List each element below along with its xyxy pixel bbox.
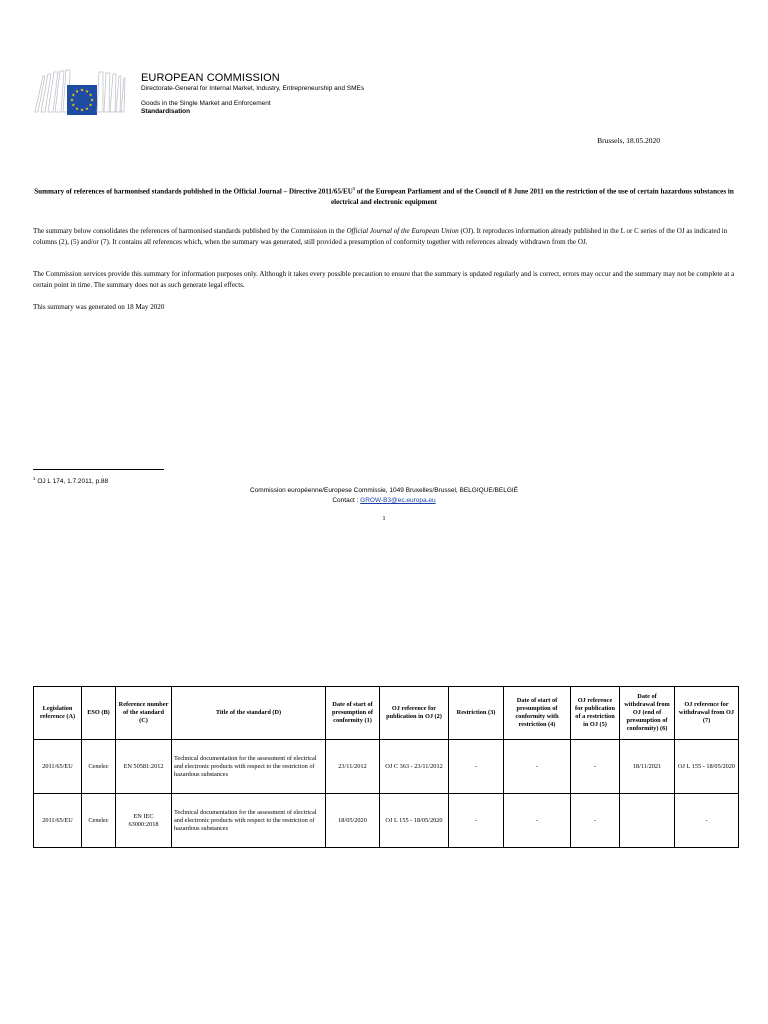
table-cell: -: [504, 740, 571, 794]
table-cell: Technical documentation for the assessment of electrical and electronic products with respect to the restriction of hazardous substances: [172, 740, 326, 794]
table-cell: -: [571, 740, 620, 794]
table-cell: OJ L 155 - 18/05/2020: [380, 794, 449, 848]
paragraph-text: (OJ). It reproduces information already published in the L or C series of the OJ as indicated in columns (2), (5) and/or (7). It contains all references which, when the summary was generated, still provided a presumption of conformity together with references already withdrawn from the OJ.: [33, 227, 728, 246]
header-block: [141, 72, 364, 115]
column-header: ESO (B): [82, 687, 116, 740]
contact-label: Contact :: [332, 497, 361, 504]
table-cell: -: [675, 794, 739, 848]
column-header: Restriction (3): [449, 687, 504, 740]
footnote-text: OJ L 174, 1.7.2011, p.88: [35, 478, 109, 486]
table-cell: 18/05/2020: [326, 794, 380, 848]
column-header: OJ reference for publication in OJ (2): [380, 687, 449, 740]
table-cell: Technical documentation for the assessment of electrical and electronic products with respect to the restriction of hazardous substances: [172, 794, 326, 848]
table-cell: OJ C 363 - 23/11/2012: [380, 740, 449, 794]
footer-address: Commission européenne/Europese Commissie, 1049 Bruxelles/Brussel, BELGIQUE/BELGIË: [249, 487, 519, 494]
table-cell: [620, 794, 675, 848]
directorate-general: Directorate-General for Internal Market, Industry, Entrepreneurship and SMEs: [141, 85, 365, 92]
paragraph-generated-date: This summary was generated on 18 May 2020: [33, 303, 165, 311]
table-cell: 18/11/2021: [620, 740, 675, 794]
unit-name: Goods in the Single Market and Enforcement: [141, 100, 271, 107]
column-header: Reference number of the standard (C): [116, 687, 172, 740]
table-cell: Cenelec: [82, 794, 116, 848]
standards-table: [33, 686, 739, 848]
footnote-marker: 1: [33, 476, 36, 481]
column-header: Date of start of presumption of conformity with restriction (4): [504, 687, 571, 740]
table-header-row: [34, 687, 739, 740]
paragraph-text: The summary below consolidates the references of harmonised standards published by the Commission in the: [33, 227, 347, 235]
eu-flag-logo: [33, 68, 127, 118]
table-row: [34, 740, 739, 794]
subunit-name: Standardisation: [141, 108, 191, 115]
page-footer: [0, 486, 768, 506]
table-cell: 2011/65/EU: [34, 794, 82, 848]
journal-name: Official Journal of the European Union: [346, 227, 459, 235]
footnote-divider: [33, 469, 164, 470]
table-cell: -: [449, 794, 504, 848]
european-commission-logo-icon: [33, 68, 127, 118]
table-cell: EN IEC 63000:2018: [116, 794, 172, 848]
column-header: Date of start of presumption of conformity (1): [326, 687, 380, 740]
date-line: Brussels, 18.05.2020: [597, 136, 660, 145]
title-footnote-marker: 1: [352, 186, 356, 191]
title-text: Summary of references of harmonised standards published in the Official Journal – Directive 2011/65/EU: [34, 187, 353, 196]
column-header: Date of withdrawal from OJ (end of presumption of conformity) (6): [620, 687, 675, 740]
column-header: OJ reference for publication of a restriction in OJ (5): [571, 687, 620, 740]
table-cell: -: [571, 794, 620, 848]
table-cell: 2011/65/EU: [34, 740, 82, 794]
table-row: [34, 794, 739, 848]
table-cell: -: [504, 794, 571, 848]
organisation-name: EUROPEAN COMMISSION: [141, 72, 280, 84]
page-number: 1: [382, 515, 386, 522]
table-cell: OJ L 155 - 18/05/2020: [675, 740, 739, 794]
table-cell: Cenelec: [82, 740, 116, 794]
column-header: OJ reference for withdrawal from OJ (7): [675, 687, 739, 740]
column-header: Title of the standard (D): [172, 687, 326, 740]
title-text-continued: of the European Parliament and of the Council of 8 June 2011 on the restriction of the use of certain hazardous substances in electrical and electronic equipment: [330, 187, 734, 207]
paragraph-summary-scope: [33, 226, 735, 247]
document-title: [33, 183, 735, 208]
footnote: [33, 476, 108, 485]
table-cell: -: [449, 740, 504, 794]
contact-email-link[interactable]: GROW-B3@ec.europa.eu: [360, 497, 436, 504]
column-header: Legislation reference (A): [34, 687, 82, 740]
table-cell: 23/11/2012: [326, 740, 380, 794]
table-cell: EN 50581:2012: [116, 740, 172, 794]
footer-contact: [0, 496, 768, 506]
paragraph-disclaimer: The Commission services provide this summary for information purposes only. Although it takes every possible precaution to ensure that the summary is updated regularly and is correct, errors may occur and the summary may not be complete at a certain point in time. The summary does not as such generate legal effects.: [33, 270, 735, 289]
